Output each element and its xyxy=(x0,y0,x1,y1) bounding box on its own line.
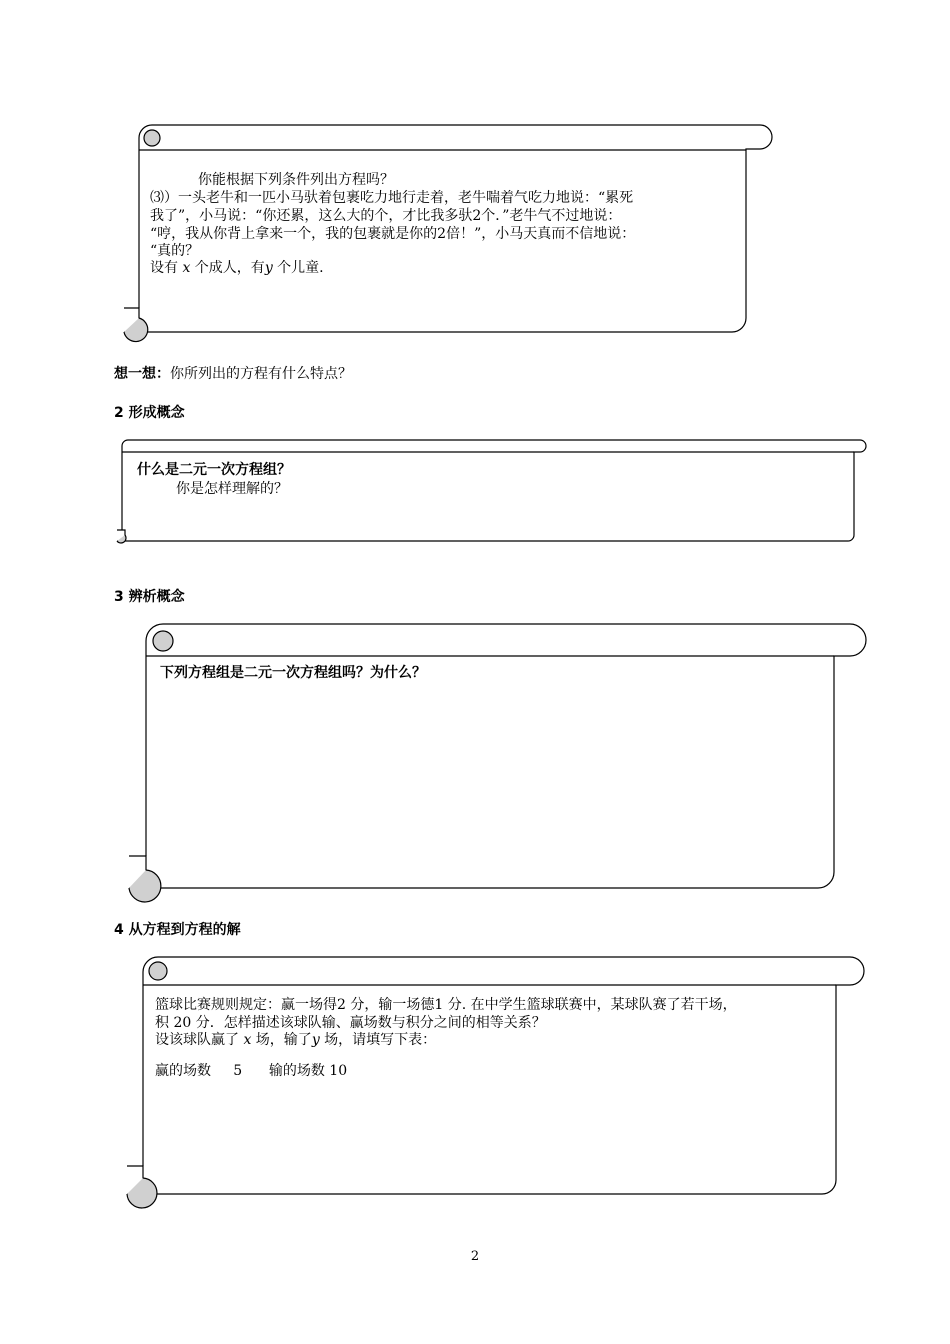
story-line-2: 我了”，小马说：“你还累，这么大的个，才比我多驮2个．”老牛气不过地说： xyxy=(150,208,622,224)
section-3-title: 3 辨析概念 xyxy=(114,589,185,605)
basketball-line-1: 篮球比赛规则规定：赢一场得2 分，输一场德1 分. 在中学生篮球联赛中，某球队赛了若干场， xyxy=(155,997,737,1013)
page-number: 2 xyxy=(470,1249,480,1264)
story-line-4: “真的？ xyxy=(150,243,200,259)
concept-question: 什么是二元一次方程组？ xyxy=(137,462,291,478)
story-line-1: ⑶）一头老牛和一匹小马驮着包裹吃力地行走着，老牛喘着气吃力地说：“累死 xyxy=(150,190,634,206)
section-2-title: 2 形成概念 xyxy=(114,405,185,421)
concept-subquestion: 你是怎样理解的？ xyxy=(176,481,288,497)
discrimination-question: 下列方程组是二元一次方程组吗？为什么？ xyxy=(160,665,426,681)
story-line-3: “哼，我从你背上拿来一个，我的包裹就是你的2倍！”，小马天真而不信地说： xyxy=(150,226,636,242)
think-prompt: 想一想：你所列出的方程有什么特点？ xyxy=(114,366,352,382)
prompt-text: 你能根据下列条件列出方程吗？ xyxy=(198,172,394,188)
section-4-title: 4 从方程到方程的解 xyxy=(114,922,241,938)
win-loss-table: 赢的场数 5 输的场数 10 xyxy=(155,1063,348,1079)
scroll-frame-4 xyxy=(127,957,864,1208)
basketball-line-3: 设该球队赢了 x 场，输了y 场，请填写下表： xyxy=(155,1032,437,1048)
basketball-line-2: 积 20 分．怎样描述该球队输、赢场数与积分之间的相等关系？ xyxy=(155,1015,546,1031)
assumption-line: 设有 x 个成人，有y 个儿童. xyxy=(150,260,324,276)
